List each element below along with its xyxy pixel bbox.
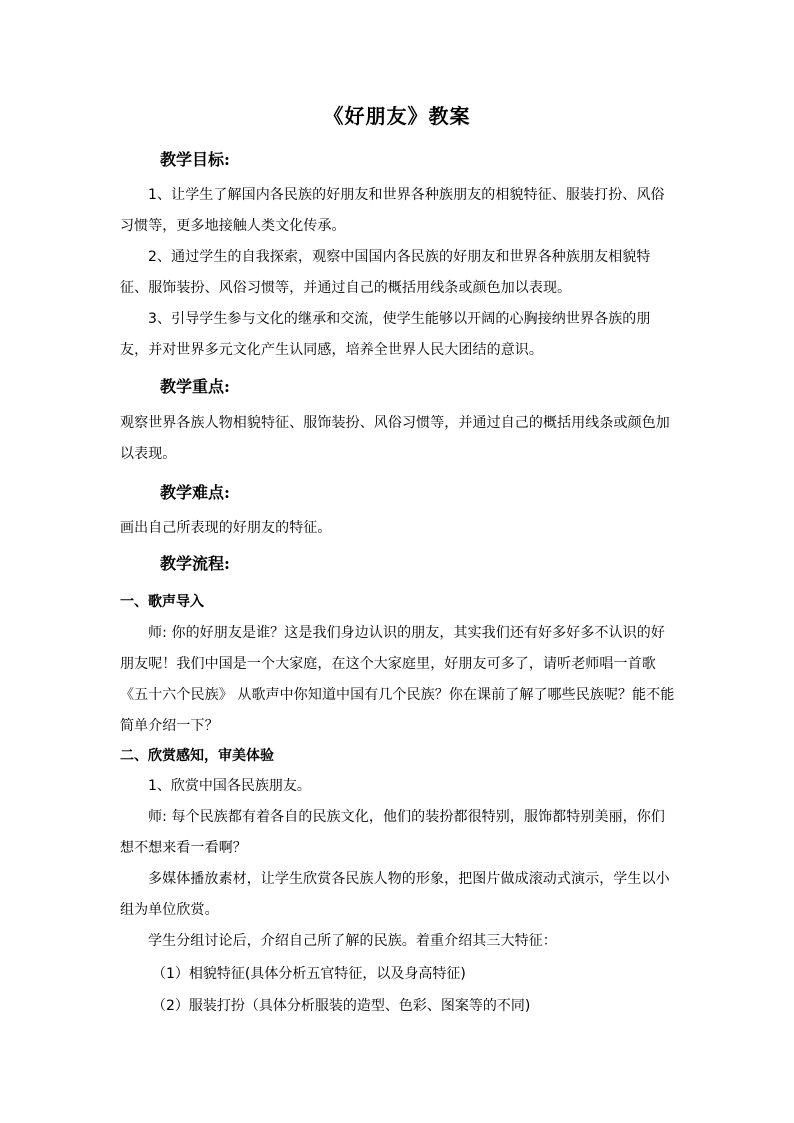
heading-process: 教学流程:: [160, 554, 230, 573]
document-title: 《好朋友》教案: [323, 104, 471, 128]
step2-p2: 多媒体播放素材，让学生欣赏各民族人物的形象，把图片做成滚动式演示，学生以小组为单位欣赏。: [120, 871, 670, 918]
step1-title: 一、歌声导入: [120, 594, 204, 610]
heading-difficulty: 教学难点:: [160, 483, 230, 502]
goal-item-2: 2、通过学生的自我探索，观察中国国内各民族的好朋友和世界各种族朋友相貌特征、服饰装扮、风俗习惯等，并通过自己的概括用线条或颜色加以表现。: [120, 249, 651, 296]
feature-item-1: （1）相貌特征(具体分析五官特征，以及身高特征): [152, 966, 466, 982]
difficulty-text: 画出自己所表现的好朋友的特征。: [120, 520, 332, 536]
step2-title: 二、欣赏感知，审美体验: [120, 748, 274, 764]
step1-text: 师: 你的好朋友是谁？这是我们身边认识的朋友，其实我们还有好多好多不认识的好朋友呢！我们中国是一个大家庭，在这个大家庭里，好朋友可多了，请听老师唱一首歌《五十六个民族》 从歌声中你知道中国有几个民族？你在课前了解了哪些民族呢？能不能简单介绍一下？: [120, 625, 675, 734]
heading-goals: 教学目标:: [160, 150, 230, 169]
goal-item-3: 3、引导学生参与文化的继承和交流，使学生能够以开阔的心胸接纳世界各族的朋友，并对世界多元文化产生认同感，培养全世界人民大团结的意识。: [120, 311, 651, 358]
goal-item-1: 1、让学生了解国内各民族的好朋友和世界各种族朋友的相貌特征、服装打扮、风俗习惯等，更多地接触人类文化传承。: [120, 187, 665, 234]
feature-item-2: （2）服装打扮（具体分析服装的造型、色彩、图案等的不同): [152, 998, 531, 1014]
heading-focus: 教学重点:: [160, 377, 230, 396]
step2-sub1: 1、欣赏中国各民族朋友。: [148, 778, 311, 794]
focus-text: 观察世界各族人物相貌特征、服饰装扮、风俗习惯等，并通过自己的概括用线条或颜色加以表现。: [120, 415, 670, 462]
step2-p3: 学生分组讨论后，介绍自己所了解的民族。着重介绍其三大特征：: [148, 933, 557, 949]
step2-p1: 师: 每个民族都有着各自的民族文化，他们的装扮都很特别，服饰都特别美丽，你们想不想来看一看啊？: [120, 809, 665, 856]
